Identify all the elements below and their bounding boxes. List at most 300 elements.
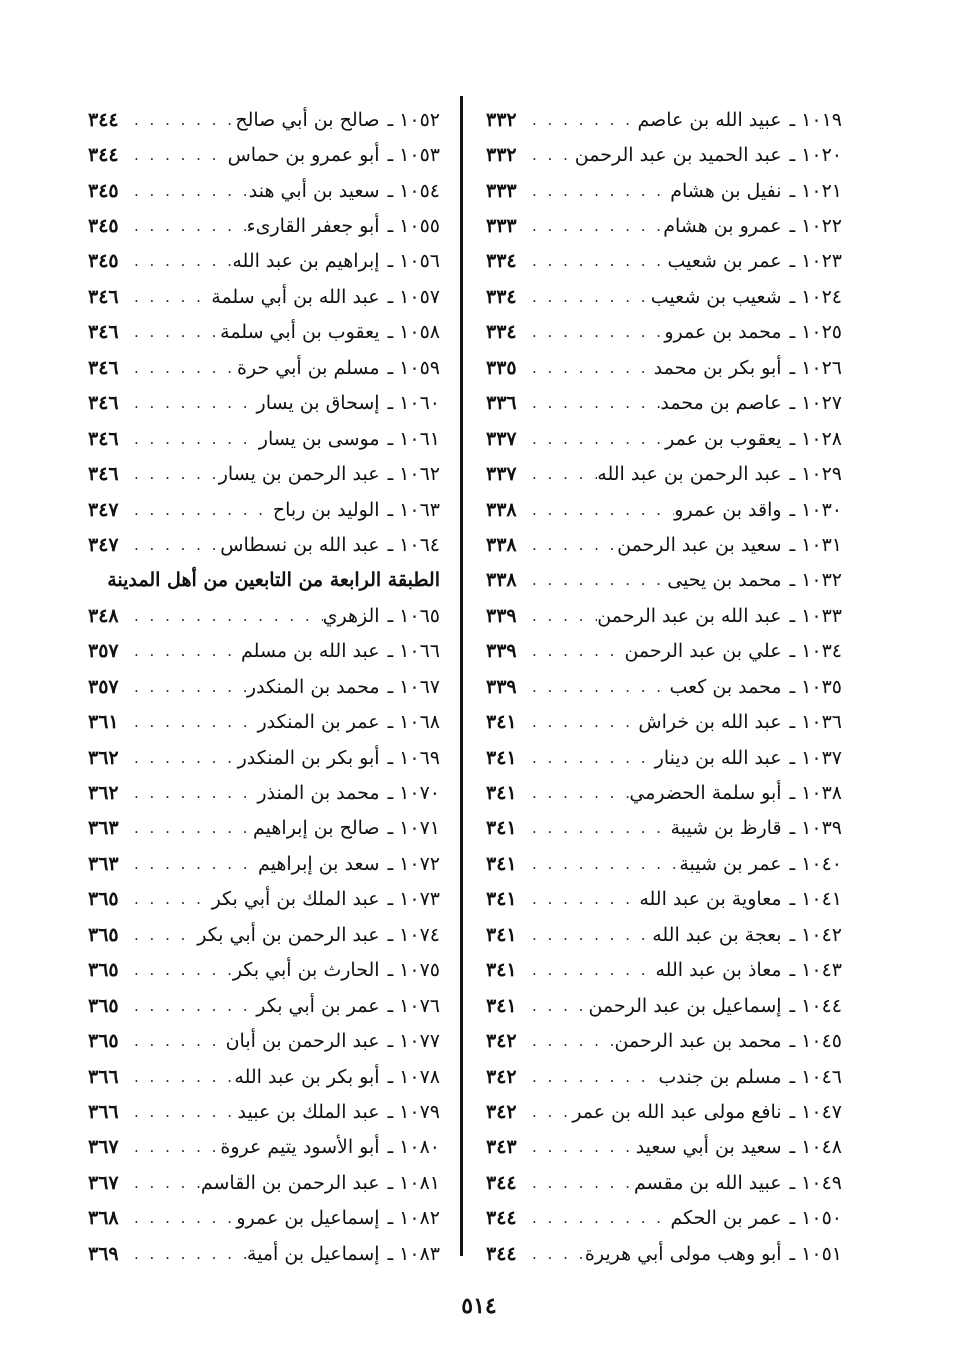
entry-number: ١٠٥٥ ـ <box>387 215 440 238</box>
dot-leader <box>526 394 660 412</box>
entry-number: ١٠٦٠ ـ <box>387 392 440 415</box>
entry-number: ١٠٤٩ ـ <box>789 1171 842 1194</box>
dot-leader <box>128 961 233 979</box>
entry-page: ٣٤٧ <box>88 533 119 556</box>
index-entry <box>486 208 842 243</box>
entry-name: سعيد بن عبد الرحمن <box>617 533 782 556</box>
dot-leader <box>526 1068 658 1086</box>
index-entry <box>486 775 842 810</box>
dot-leader <box>526 890 639 908</box>
entry-number: ١٠٤٠ ـ <box>789 852 842 875</box>
entry-page: ٣٤٦ <box>88 427 119 450</box>
dot-leader <box>128 1032 226 1050</box>
entry-number: ١٠٢١ ـ <box>789 179 842 202</box>
entry-number: ١٠٦٥ ـ <box>387 604 440 627</box>
dot-leader <box>526 217 663 235</box>
entry-page: ٣٤١ <box>486 852 517 875</box>
entry-number: ١٠٧٣ ـ <box>387 888 440 911</box>
entry-page: ٣٥٧ <box>88 640 119 663</box>
entry-name: سعد بن إبراهيم <box>257 852 380 875</box>
index-group-b <box>88 598 440 1271</box>
entry-number: ١٠٦١ ـ <box>387 427 440 450</box>
index-entry <box>486 953 842 988</box>
entry-page: ٣٤٣ <box>486 1136 517 1159</box>
entry-number: ١٠٣٦ ـ <box>789 711 842 734</box>
index-entry <box>486 456 842 491</box>
index-entry <box>88 704 440 739</box>
entry-page: ٣٤٢ <box>486 1030 517 1053</box>
dot-leader <box>128 288 211 306</box>
entry-number: ١٠٥٢ ـ <box>387 108 440 131</box>
dot-leader <box>128 1245 247 1263</box>
entry-page: ٣٣٤ <box>486 250 517 273</box>
entry-number: ١٠١٩ ـ <box>789 108 842 131</box>
dot-leader <box>128 1103 238 1121</box>
index-entry <box>88 315 440 350</box>
column-divider <box>460 96 463 1256</box>
index-entry <box>88 173 440 208</box>
entry-number: ١٠٤٣ ـ <box>789 959 842 982</box>
index-entry <box>88 279 440 314</box>
entry-name: محمد بن كعب <box>669 675 782 698</box>
dot-leader <box>128 642 241 660</box>
entry-number: ١٠٢٧ ـ <box>789 392 842 415</box>
entry-name: صالح بن أبي صالح <box>235 108 380 131</box>
index-entry <box>88 775 440 810</box>
index-entry <box>88 917 440 952</box>
index-entry <box>88 350 440 385</box>
index-entry <box>486 421 842 456</box>
dot-leader <box>526 1174 634 1192</box>
index-entry <box>486 669 842 704</box>
entry-number: ١٠٢٠ ـ <box>789 144 842 167</box>
index-entry <box>88 988 440 1023</box>
entry-name: أبو سلمة الحضرمي <box>629 782 782 805</box>
entry-name: يعقوب بن عمر <box>665 427 782 450</box>
entry-number: ١٠٣٨ ـ <box>789 782 842 805</box>
entry-name: عبد الرحمن بن أبي بكر <box>197 923 380 946</box>
entry-page: ٣٤١ <box>486 782 517 805</box>
index-entry <box>486 173 842 208</box>
entry-name: يعقوب بن أبي سلمة <box>220 321 380 344</box>
entry-page: ٣٤٦ <box>88 285 119 308</box>
entry-number: ١٠٧٢ ـ <box>387 852 440 875</box>
dot-leader <box>128 713 258 731</box>
entry-name: أبو وهب مولى أبي هريرة <box>584 1242 782 1265</box>
entry-name: معاوية بن عبد الله <box>639 888 782 911</box>
entry-page: ٣٤١ <box>486 994 517 1017</box>
dot-leader <box>526 642 624 660</box>
entry-page: ٣٤٦ <box>88 463 119 486</box>
entry-name: أبو جعفر القارىء <box>246 215 380 238</box>
entry-name: عمر بن أبي بكر <box>256 994 380 1017</box>
index-entry <box>88 492 440 527</box>
entry-number: ١٠٥٧ ـ <box>387 285 440 308</box>
entry-number: ١٠٤١ ـ <box>789 888 842 911</box>
index-entry <box>486 563 842 598</box>
entry-name: محمد بن المنذر <box>257 782 380 805</box>
index-entry <box>486 244 842 279</box>
entry-page: ٣٣٩ <box>486 640 517 663</box>
dot-leader <box>526 252 667 270</box>
entry-page: ٣٥٧ <box>88 675 119 698</box>
entry-name: محمد بن يحيى <box>667 569 782 592</box>
index-entry <box>88 456 440 491</box>
index-entry <box>88 740 440 775</box>
dot-leader <box>128 252 232 270</box>
entry-page: ٣٤٤ <box>486 1171 517 1194</box>
entry-page: ٣٤٦ <box>88 392 119 415</box>
entry-number: ١٠٨٢ ـ <box>387 1207 440 1230</box>
dot-leader <box>526 465 597 483</box>
dot-leader <box>526 713 638 731</box>
entry-name: شعيب بن شعيب <box>650 285 782 308</box>
entry-page: ٣٣٥ <box>486 356 517 379</box>
entry-number: ١٠٥٦ ـ <box>387 250 440 273</box>
entry-name: عبد الله بن عبد الرحمن <box>597 604 782 627</box>
entry-number: ١٠٥٣ ـ <box>387 144 440 167</box>
index-entry <box>486 137 842 172</box>
entry-name: عبد الرحمن بن عبد الله <box>597 463 782 486</box>
index-entry <box>88 953 440 988</box>
dot-leader <box>526 1209 670 1227</box>
entry-name: إبراهيم بن عبد الله <box>232 250 380 273</box>
dot-leader <box>526 536 617 554</box>
entry-page: ٣٦٦ <box>88 1100 119 1123</box>
dot-leader <box>526 1103 572 1121</box>
entry-page: ٣٣٨ <box>486 533 517 556</box>
page-number: ٥١٤ <box>461 1293 497 1319</box>
entry-number: ١٠٨١ ـ <box>387 1171 440 1194</box>
entry-page: ٣٤٢ <box>486 1100 517 1123</box>
entry-name: أبو بكر بن عبد الله <box>234 1065 380 1088</box>
entry-page: ٣٣٢ <box>486 144 517 167</box>
entry-number: ١٠٣٥ ـ <box>789 675 842 698</box>
dot-leader <box>128 997 256 1015</box>
entry-name: محمد بن عبد الرحمن <box>614 1030 782 1053</box>
dot-leader <box>128 1209 236 1227</box>
entry-page: ٣٦٩ <box>88 1242 119 1265</box>
entry-number: ١٠٦٦ ـ <box>387 640 440 663</box>
entry-name: عبد الرحمن بن القاسم <box>200 1171 380 1194</box>
entry-name: عبد الله بن أبي سلمة <box>211 285 380 308</box>
entry-number: ١٠٦٣ ـ <box>387 498 440 521</box>
entry-name: أبو عمرو بن حماس <box>227 144 380 167</box>
entry-name: إسماعيل بن أمية <box>246 1242 380 1265</box>
index-entry <box>486 102 842 137</box>
index-entry <box>486 1059 842 1094</box>
entry-number: ١٠٧٧ ـ <box>387 1030 440 1053</box>
dot-leader <box>526 961 656 979</box>
index-entry <box>486 1165 842 1200</box>
index-entry <box>88 208 440 243</box>
entry-number: ١٠٢٦ ـ <box>789 356 842 379</box>
dot-leader <box>128 749 238 767</box>
entry-page: ٣٤٤ <box>486 1242 517 1265</box>
dot-leader <box>128 323 220 341</box>
entry-number: ١٠٦٢ ـ <box>387 463 440 486</box>
entry-number: ١٠٧٨ ـ <box>387 1065 440 1088</box>
entry-name: محمد بن المنكدر <box>246 675 380 698</box>
dot-leader <box>526 1032 615 1050</box>
entry-name: عمر بن الحكم <box>670 1207 782 1230</box>
entry-name: أبو بكر بن المنكدر <box>237 746 380 769</box>
index-entry <box>88 1201 440 1236</box>
entry-name: عمر بن المنكدر <box>257 711 380 734</box>
dot-leader <box>526 182 670 200</box>
dot-leader <box>128 926 197 944</box>
entry-number: ١٠٦٧ ـ <box>387 675 440 698</box>
dot-leader <box>526 571 667 589</box>
entry-page: ٣٣٢ <box>486 108 517 131</box>
entry-number: ١٠٢٩ ـ <box>789 463 842 486</box>
entry-number: ١٠٥١ ـ <box>789 1242 842 1265</box>
entry-page: ٣٤٦ <box>88 356 119 379</box>
index-entry <box>486 315 842 350</box>
entry-page: ٣٣٤ <box>486 321 517 344</box>
dot-leader <box>128 607 323 625</box>
entry-page: ٣٣٣ <box>486 215 517 238</box>
dot-leader <box>526 749 655 767</box>
dot-leader <box>526 359 654 377</box>
dot-leader <box>128 1138 220 1156</box>
entry-name: عمر بن شيبة <box>679 852 782 875</box>
entry-name: عبد الله بن نسطاس <box>220 533 380 556</box>
entry-page: ٣٤٢ <box>486 1065 517 1088</box>
entry-name: إسماعيل بن عمرو <box>236 1207 380 1230</box>
entry-number: ١٠٦٩ ـ <box>387 746 440 769</box>
entry-name: إسماعيل بن عبد الرحمن <box>588 994 782 1017</box>
entry-number: ١٠٥٠ ـ <box>789 1207 842 1230</box>
index-entry <box>88 386 440 421</box>
entry-number: ١٠٢٨ ـ <box>789 427 842 450</box>
entry-page: ٣٤١ <box>486 923 517 946</box>
entry-number: ١٠٢٤ ـ <box>789 285 842 308</box>
index-entry <box>486 386 842 421</box>
entry-name: عبد الرحمن بن يسار <box>218 463 380 486</box>
index-entry <box>486 279 842 314</box>
index-entry <box>88 1059 440 1094</box>
entry-page: ٣٤٦ <box>88 321 119 344</box>
dot-leader <box>128 890 212 908</box>
entry-number: ١٠٣٩ ـ <box>789 817 842 840</box>
dot-leader <box>128 217 247 235</box>
dot-leader <box>128 784 257 802</box>
entry-page: ٣٦٢ <box>88 746 119 769</box>
dot-leader <box>526 111 637 129</box>
entry-page: ٣٦٣ <box>88 817 119 840</box>
entry-page: ٣٤٧ <box>88 498 119 521</box>
entry-page: ٣٦٧ <box>88 1136 119 1159</box>
dot-leader <box>526 501 674 519</box>
entry-name: عبد الملك بن أبي بكر <box>211 888 380 911</box>
entry-page: ٣٣٨ <box>486 569 517 592</box>
entry-page: ٣٣٧ <box>486 427 517 450</box>
dot-leader <box>128 394 257 412</box>
entry-number: ١٠٦٨ ـ <box>387 711 440 734</box>
dot-leader <box>526 1245 585 1263</box>
entry-number: ١٠٢٢ ـ <box>789 215 842 238</box>
index-entry <box>88 137 440 172</box>
entry-name: عبد الملك بن عبيد <box>237 1100 380 1123</box>
entry-name: واقد بن عمرو <box>674 498 782 521</box>
entry-number: ١٠٣٠ ـ <box>789 498 842 521</box>
index-entry <box>486 492 842 527</box>
entry-name: الزهري <box>322 604 380 627</box>
entry-number: ١٠٤٥ ـ <box>789 1030 842 1053</box>
entry-number: ١٠٧٦ ـ <box>387 994 440 1017</box>
dot-leader <box>128 855 258 873</box>
entry-number: ١٠٧٤ ـ <box>387 923 440 946</box>
entry-page: ٣٦٥ <box>88 994 119 1017</box>
entry-page: ٣٦٦ <box>88 1065 119 1088</box>
section-heading: الطبقة الرابعة من التابعين من أهل المدينة <box>107 569 440 592</box>
dot-leader <box>128 146 228 164</box>
entry-name: عبد الله بن مسلم <box>241 640 380 663</box>
entry-page: ٣٦٥ <box>88 1030 119 1053</box>
index-entry <box>88 1165 440 1200</box>
entry-number: ١٠٧١ ـ <box>387 817 440 840</box>
entry-page: ٣٦٥ <box>88 888 119 911</box>
entry-name: عبيد الله بن عاصم <box>637 108 782 131</box>
entry-page: ٣٣٩ <box>486 604 517 627</box>
entry-page: ٣٦٥ <box>88 959 119 982</box>
dot-leader <box>526 323 664 341</box>
entry-name: معاذ بن عبد الله <box>655 959 782 982</box>
index-entry <box>486 1023 842 1058</box>
entry-number: ١٠٤٦ ـ <box>789 1065 842 1088</box>
entry-page: ٣٣٦ <box>486 392 517 415</box>
index-entry <box>88 1130 440 1165</box>
dot-leader <box>526 926 652 944</box>
entry-number: ١٠٣٢ ـ <box>789 569 842 592</box>
entry-page: ٣٦١ <box>88 711 119 734</box>
entry-number: ١٠٤٧ ـ <box>789 1100 842 1123</box>
entry-page: ٣٤١ <box>486 817 517 840</box>
entry-name: قارظ بن شيبة <box>670 817 782 840</box>
index-entry <box>486 882 842 917</box>
entry-number: ١٠٤٢ ـ <box>789 923 842 946</box>
dot-leader <box>128 678 247 696</box>
entry-number: ١٠٥٤ ـ <box>387 179 440 202</box>
entry-number: ١٠٣٣ ـ <box>789 604 842 627</box>
index-entry <box>88 882 440 917</box>
index-group-a <box>88 102 440 563</box>
index-entry <box>88 811 440 846</box>
index-column-left <box>88 102 440 1271</box>
entry-page: ٣٦٥ <box>88 923 119 946</box>
index-entry <box>486 1130 842 1165</box>
entry-page: ٣٤٥ <box>88 179 119 202</box>
dot-leader <box>526 997 588 1015</box>
entry-number: ١٠٤٤ ـ <box>789 994 842 1017</box>
entry-page: ٣٤٤ <box>88 144 119 167</box>
entry-number: ١٠٢٣ ـ <box>789 250 842 273</box>
entry-number: ١٠٥٩ ـ <box>387 356 440 379</box>
index-entry <box>88 634 440 669</box>
entry-page: ٣٤٥ <box>88 215 119 238</box>
dot-leader <box>526 288 651 306</box>
dot-leader <box>128 182 249 200</box>
index-entry <box>486 811 842 846</box>
entry-name: نفيل بن هشام <box>670 179 782 202</box>
entry-number: ١٠٣٧ ـ <box>789 746 842 769</box>
dot-leader <box>128 1068 234 1086</box>
entry-number: ١٠٨٠ ـ <box>387 1136 440 1159</box>
entry-page: ٣٣٩ <box>486 675 517 698</box>
index-entry <box>486 527 842 562</box>
entry-number: ١٠٣١ ـ <box>789 533 842 556</box>
entry-number: ١٠٣٤ ـ <box>789 640 842 663</box>
entry-page: ٣٦٨ <box>88 1207 119 1230</box>
index-entry <box>486 1094 842 1129</box>
entry-name: إسحاق بن يسار <box>256 392 380 415</box>
entry-number: ١٠٥٨ ـ <box>387 321 440 344</box>
entry-page: ٣٤١ <box>486 888 517 911</box>
dot-leader <box>128 536 220 554</box>
dot-leader <box>526 607 597 625</box>
entry-name: عمرو بن هشام <box>663 215 782 238</box>
index-entry <box>486 634 842 669</box>
dot-leader <box>128 501 273 519</box>
entry-name: سعيد بن أبي سعيد <box>635 1136 782 1159</box>
dot-leader <box>526 855 679 873</box>
entry-number: ١٠٧٩ ـ <box>387 1100 440 1123</box>
entry-name: موسى بن يسار <box>258 427 380 450</box>
entry-number: ١٠٤٨ ـ <box>789 1136 842 1159</box>
entry-name: عبد الرحمن بن أبان <box>225 1030 380 1053</box>
entry-name: عبد الحميد بن عبد الرحمن <box>574 144 782 167</box>
dot-leader <box>526 819 671 837</box>
entry-number: ١٠٦٤ ـ <box>387 533 440 556</box>
entry-number: ١٠٢٥ ـ <box>789 321 842 344</box>
entry-name: عبد الله بن دينار <box>654 746 782 769</box>
entry-name: علي بن عبد الرحمن <box>624 640 782 663</box>
index-entry <box>486 740 842 775</box>
dot-leader <box>526 146 575 164</box>
index-entry <box>486 704 842 739</box>
entry-name: عبد الله بن خراش <box>638 711 782 734</box>
index-entry <box>88 244 440 279</box>
index-entry <box>88 527 440 562</box>
index-entry <box>88 1023 440 1058</box>
index-entry <box>88 1094 440 1129</box>
index-entry <box>88 1236 440 1271</box>
entry-page: ٣٣٣ <box>486 179 517 202</box>
entry-name: الحارث بن أبي بكر <box>232 959 380 982</box>
index-entry <box>88 669 440 704</box>
entry-page: ٣٣٧ <box>486 463 517 486</box>
entry-number: ١٠٧٥ ـ <box>387 959 440 982</box>
index-column-right <box>486 102 842 1271</box>
index-entry <box>88 102 440 137</box>
entry-page: ٣٦٧ <box>88 1171 119 1194</box>
index-entry <box>88 421 440 456</box>
entry-page: ٣٤٤ <box>88 108 119 131</box>
entry-name: صالح بن إبراهيم <box>253 817 380 840</box>
dot-leader <box>128 819 253 837</box>
entry-name: أبو الأسود يتيم عروة <box>220 1136 380 1159</box>
entry-page: ٣٤١ <box>486 711 517 734</box>
entry-name: أبو بكر بن محمد <box>653 356 782 379</box>
entry-page: ٣٤١ <box>486 959 517 982</box>
index-entry <box>486 846 842 881</box>
entry-name: مسلم بن أبي حرة <box>237 356 380 379</box>
entry-name: بعجة بن عبد الله <box>652 923 782 946</box>
dot-leader <box>128 430 259 448</box>
entry-name: سعيد بن أبي هند <box>248 179 380 202</box>
entry-name: محمد بن عمرو <box>664 321 782 344</box>
